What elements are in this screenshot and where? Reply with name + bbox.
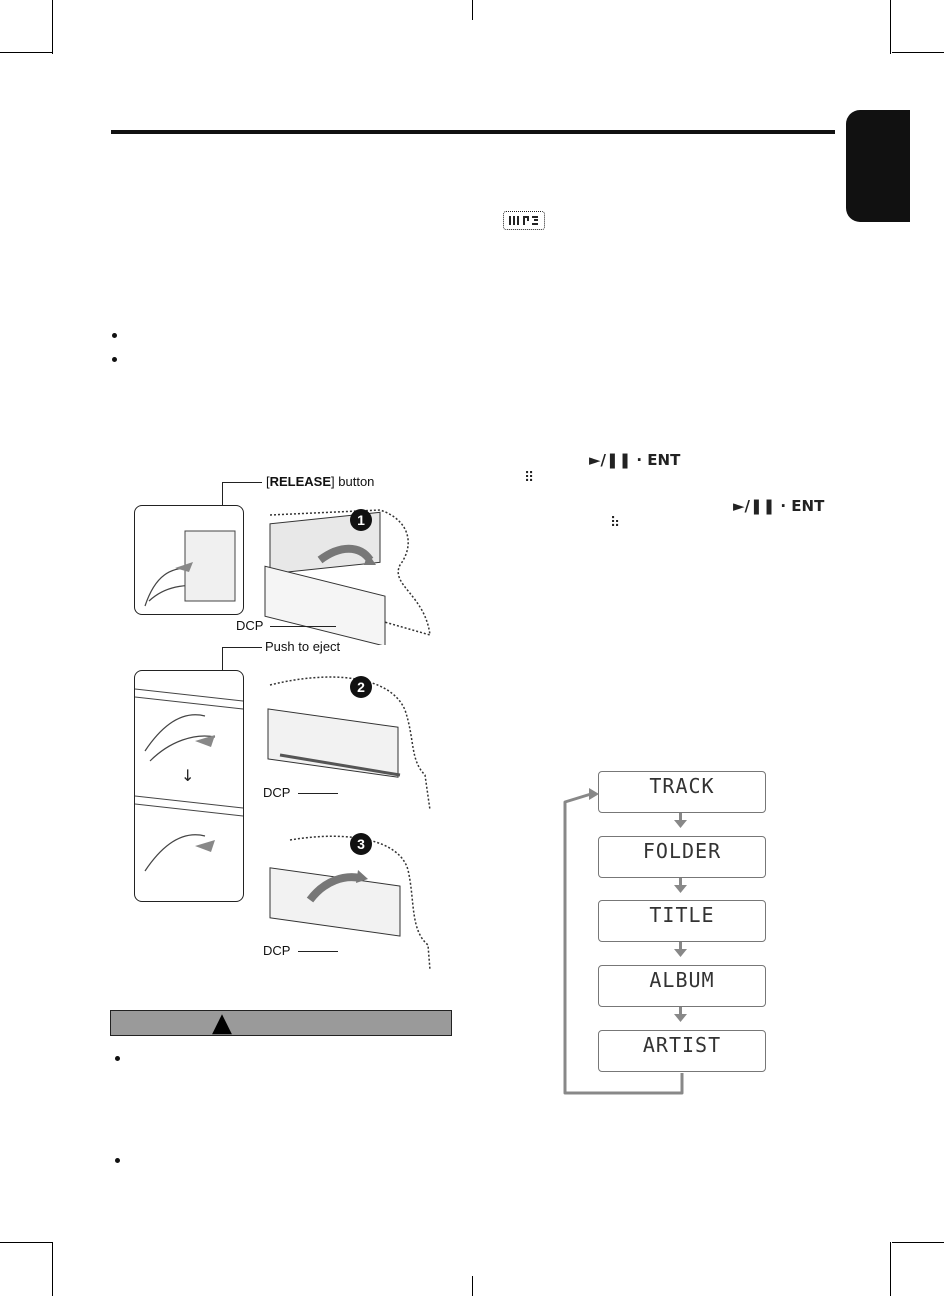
language-tab [846, 110, 910, 222]
push-to-eject-label: Push to eject [265, 639, 341, 654]
display-mode-artist: ARTIST [598, 1030, 766, 1072]
caution-bar [110, 1010, 452, 1036]
loop-arrow-icon [565, 794, 682, 1093]
crop-mark [892, 1242, 944, 1243]
dcp-label-1: DCP [236, 618, 264, 633]
crop-mark [0, 1242, 52, 1243]
warning-icon: ▲ [212, 1008, 232, 1038]
display-mode-folder: FOLDER [598, 836, 766, 878]
dcp-label-3: DCP [263, 943, 291, 958]
crop-mark [892, 52, 944, 53]
release-button-label: [RELEASE] button [266, 474, 375, 489]
crop-mark [890, 0, 891, 54]
play-pause-ent-symbol: ►/❚❚ · ENT [733, 497, 825, 515]
step-2-badge: 2 [350, 676, 372, 698]
bullet [115, 1056, 120, 1061]
crop-mark [0, 52, 52, 53]
callout-line [270, 626, 336, 627]
eject-photo [134, 670, 244, 902]
display-mode-track: TRACK [598, 771, 766, 813]
header-rule [111, 130, 835, 134]
display-mode-title: TITLE [598, 900, 766, 942]
dcp-label-2: DCP [263, 785, 291, 800]
faceplate-illustration-1 [240, 505, 440, 645]
bullet [115, 1158, 120, 1163]
crop-mark [52, 0, 53, 54]
callout-line [298, 951, 338, 952]
callout-line [222, 482, 262, 483]
play-pause-ent-symbol: ►/❚❚ · ENT [589, 451, 681, 469]
crop-mark [472, 1276, 473, 1296]
step-1-badge: 1 [350, 509, 372, 531]
bullet [112, 333, 117, 338]
release-photo [134, 505, 244, 615]
dot-indicator-icon: ⠿ [524, 470, 535, 486]
callout-line [222, 647, 262, 648]
dot-indicator-icon: ⠷ [610, 515, 621, 531]
mp3-icon [503, 211, 545, 230]
display-mode-album: ALBUM [598, 965, 766, 1007]
step-3-badge: 3 [350, 833, 372, 855]
flow-arrows [555, 780, 695, 1100]
crop-mark [472, 0, 473, 20]
arrow-down-icon: ↓ [181, 766, 195, 785]
crop-mark [52, 1242, 53, 1296]
crop-mark [890, 1242, 891, 1296]
down-arrow-icon [674, 813, 687, 1022]
bullet [112, 357, 117, 362]
callout-line [298, 793, 338, 794]
